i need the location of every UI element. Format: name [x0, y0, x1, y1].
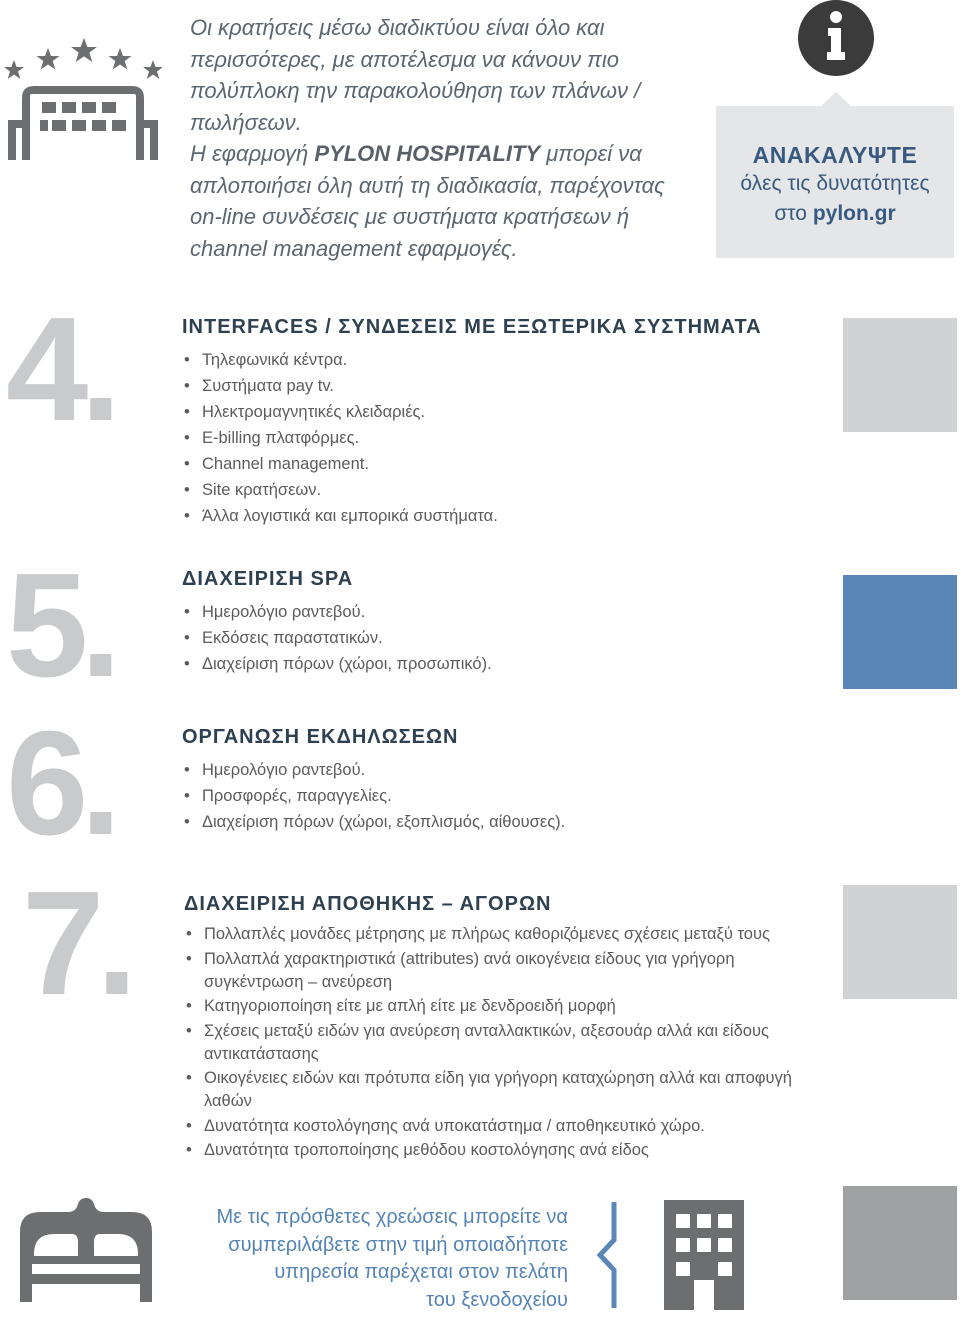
list-item: • Πολλαπλές μονάδες μέτρησης με πλήρως καθοριζόμενες σχέσεις μεταξύ τους	[184, 923, 824, 946]
list-item: • Τηλεφωνικά κέντρα.	[182, 347, 782, 373]
callout-title: ΑΝΑΚΑΛΥΨΤΕ	[752, 142, 918, 168]
section-title: ΔΙΑΧΕΙΡΙΣΗ SPA	[182, 568, 354, 590]
section-title: ΔΙΑΧΕΙΡΙΣΗ ΑΠΟΘΗΚΗΣ – ΑΓΟΡΩΝ	[184, 893, 552, 915]
bottom-note-line: υπηρεσία παρέχεται στον πελάτη	[274, 1261, 568, 1283]
section-list	[182, 347, 782, 529]
list-item: • Διαχείριση πόρων (χώροι, εξοπλισμός, αίθουσες).	[182, 809, 782, 835]
list-item: • Προσφορές, παραγγελίες.	[182, 783, 782, 809]
decor-square-dark-grey	[843, 1186, 957, 1300]
info-icon	[798, 0, 874, 76]
section-list	[184, 923, 824, 1164]
callout-link-line: στο pylon.gr	[774, 202, 896, 225]
bottom-note-line: Με τις πρόσθετες χρεώσεις μπορείτε να	[216, 1206, 568, 1228]
intro-line: απλοποιήσει όλη αυτή τη διαδικασία, παρέχοντας	[190, 172, 665, 198]
callout-notch	[820, 92, 852, 107]
section-number: 6.	[6, 701, 114, 866]
list-item: • Channel management.	[182, 451, 782, 477]
section-list	[182, 599, 782, 677]
discover-callout[interactable]	[716, 106, 954, 258]
intro-line: on-line συνδέσεις με συστήματα κρατήσεων ή	[190, 204, 630, 229]
hotel-stars-icon	[4, 38, 162, 162]
section-list	[182, 757, 782, 835]
decor-square-grey	[843, 318, 957, 432]
intro-line: channel management εφαρμογές.	[190, 235, 518, 261]
intro-line: πολύπλοκη την παρακολούθηση των πλάνων /	[190, 78, 641, 103]
list-item: • Εκδόσεις παραστατικών.	[182, 625, 782, 651]
section-number: 7.	[22, 861, 130, 1026]
section-number: 5.	[6, 543, 114, 708]
website-link[interactable]: pylon.gr	[812, 202, 896, 225]
list-item: • Κατηγοριοποίηση είτε με απλή είτε με δενδροειδή μορφή	[184, 995, 824, 1018]
list-item: • Οικογένειες ειδών και πρότυπα είδη για γρήγορη καταχώρηση αλλά και αποφυγή λαθών	[184, 1067, 824, 1113]
list-item: • Ημερολόγιο ραντεβού.	[182, 757, 782, 783]
decor-square-grey	[843, 885, 957, 999]
intro-line: πωλήσεων.	[190, 109, 302, 135]
list-item: • Ημερολόγιο ραντεβού.	[182, 599, 782, 625]
bottom-note	[180, 1204, 568, 1314]
callout-text: όλες τις δυνατότητες	[740, 172, 930, 195]
list-item: • Site κρατήσεων.	[182, 477, 782, 503]
list-item: • E-billing πλατφόρμες.	[182, 425, 782, 451]
section-title: ΟΡΓΑΝΩΣΗ ΕΚΔΗΛΩΣΕΩΝ	[182, 726, 459, 748]
bed-icon	[20, 1198, 152, 1302]
list-item: • Ηλεκτρομαγνητικές κλειδαριές.	[182, 399, 782, 425]
section-title: INTERFACES / ΣΥΝΔΕΣΕΙΣ ΜΕ ΕΞΩΤΕΡΙΚΑ ΣΥΣΤΗΜΑΤΑ	[182, 316, 762, 338]
list-item: • Σχέσεις μεταξύ ειδών για ανεύρεση ανταλλακτικών, αξεσουάρ αλλά και είδους αντικατάστασης	[184, 1020, 824, 1066]
list-item: • Πολλαπλά χαρακτηριστικά (attributes) ανά οικογένεια είδους για γρήγορη συγκέντρωση – ανεύρεση	[184, 948, 824, 994]
list-item: • Άλλα λογιστικά και εμπορικά συστήματα.	[182, 503, 782, 529]
brand-name: PYLON HOSPITALITY	[314, 141, 541, 166]
intro-line: περισσότερες, με αποτέλεσμα να κάνουν πιο	[190, 46, 620, 72]
list-item: • Διαχείριση πόρων (χώροι, προσωπικό).	[182, 651, 782, 677]
building-icon	[660, 1200, 748, 1310]
intro-line: Οι κρατήσεις μέσω διαδικτύου είναι όλο και	[190, 15, 605, 40]
decor-square-blue	[843, 575, 957, 689]
brace-divider	[594, 1200, 618, 1310]
list-item: • Συστήματα pay tv.	[182, 373, 782, 399]
bottom-note-line: του ξενοδοχείου	[426, 1288, 568, 1311]
intro-paragraph	[190, 12, 700, 264]
intro-line: Η εφαρμογή PYLON HOSPITALITY μπορεί να	[190, 141, 642, 166]
section-number: 4.	[6, 287, 114, 452]
list-item: • Δυνατότητα κοστολόγησης ανά υποκατάστημα / αποθηκευτικό χώρο.	[184, 1115, 824, 1138]
list-item: • Δυνατότητα τροποποίησης μεθόδου κοστολόγησης ανά είδος	[184, 1139, 824, 1162]
bottom-note-line: συμπεριλάβετε στην τιμή οποιαδήποτε	[228, 1233, 568, 1256]
